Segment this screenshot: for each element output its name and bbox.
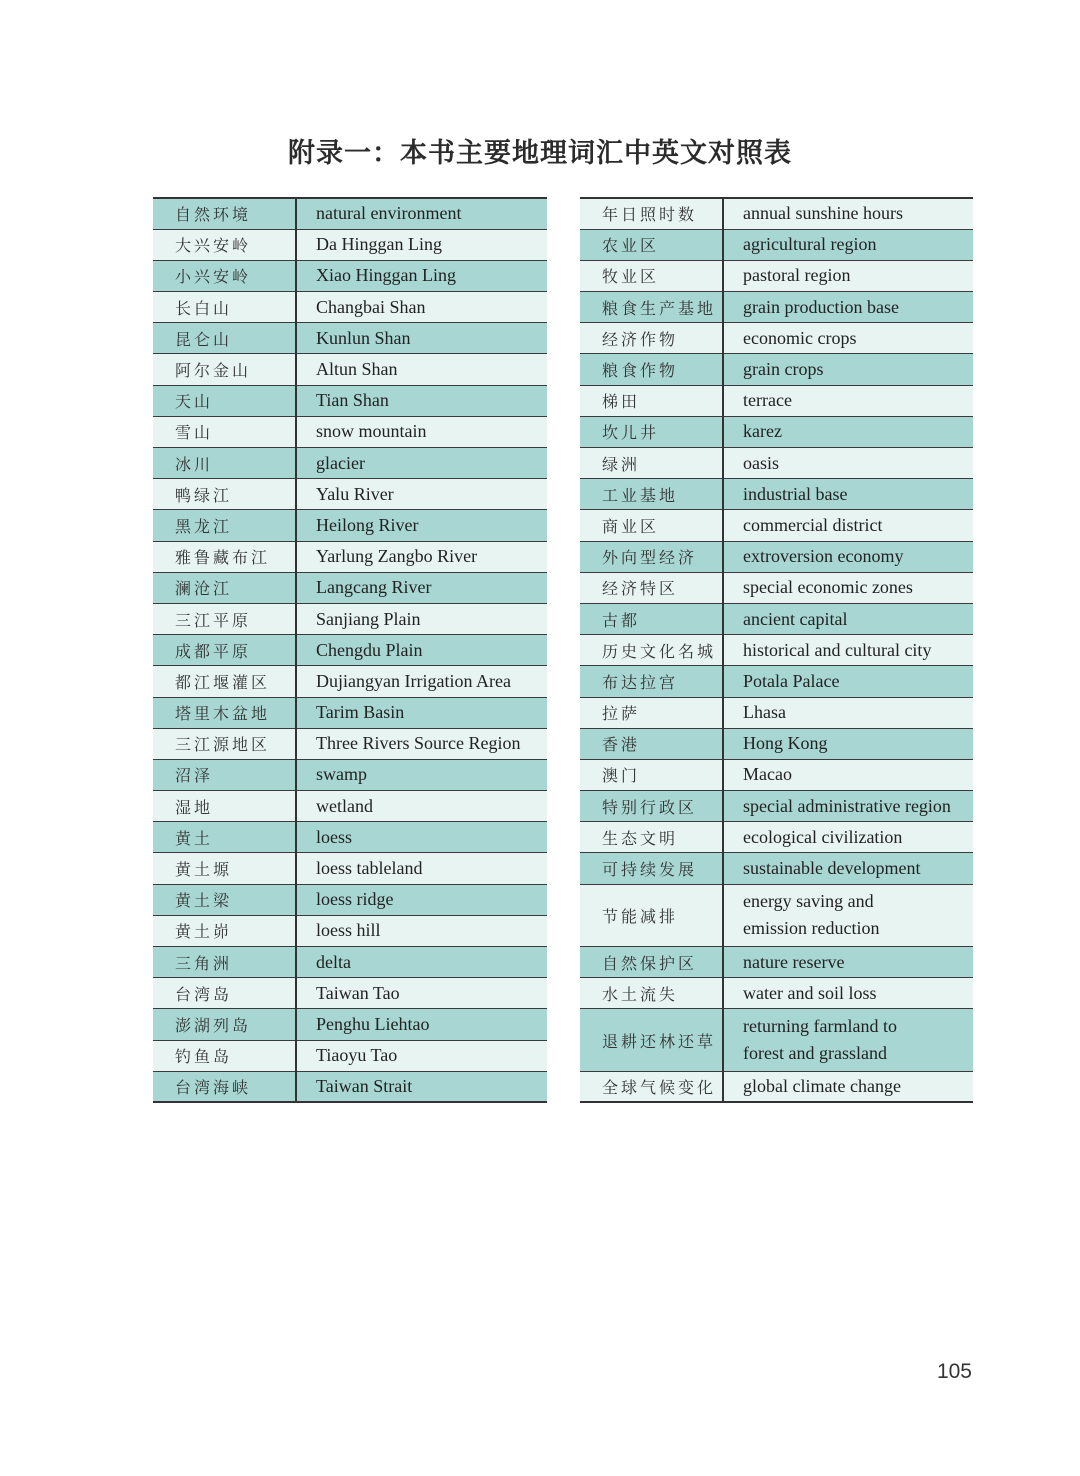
english-term: loess hill: [296, 915, 547, 946]
page-number: 105: [936, 1360, 972, 1383]
page-title: 附录一：本书主要地理词汇中英文对照表: [288, 138, 792, 169]
glossary-row: [153, 479, 547, 510]
glossary-table-right-body: [580, 198, 973, 1102]
chinese-term: 自然保护区: [580, 947, 723, 978]
english-term: [723, 1009, 973, 1071]
english-term: delta: [296, 947, 547, 978]
chinese-term: 历史文化名城: [580, 635, 723, 666]
glossary-row: [153, 448, 547, 479]
english-term: snow mountain: [296, 416, 547, 447]
english-term: swamp: [296, 759, 547, 790]
chinese-term: 塔里木盆地: [153, 697, 296, 728]
chinese-term: 三角洲: [153, 947, 296, 978]
chinese-term: 全球气候变化: [580, 1071, 723, 1102]
glossary-row: [153, 915, 547, 946]
glossary-row: [153, 697, 547, 728]
english-term: natural environment: [296, 198, 547, 229]
english-term: industrial base: [723, 479, 973, 510]
english-term: loess: [296, 822, 547, 853]
glossary-row: [153, 1009, 547, 1040]
glossary-row: [153, 666, 547, 697]
glossary-row: [580, 323, 973, 354]
glossary-row: [153, 260, 547, 291]
english-term: Xiao Hinggan Ling: [296, 260, 547, 291]
english-term: Da Hinggan Ling: [296, 229, 547, 260]
glossary-row: [153, 198, 547, 229]
english-term: wetland: [296, 791, 547, 822]
glossary-row: [153, 510, 547, 541]
glossary-row: [580, 666, 973, 697]
chinese-term: 澜沧江: [153, 572, 296, 603]
english-term: Hong Kong: [723, 728, 973, 759]
glossary-row: [153, 541, 547, 572]
english-term: Taiwan Strait: [296, 1071, 547, 1102]
chinese-term: 三江源地区: [153, 728, 296, 759]
chinese-term: 自然环境: [153, 198, 296, 229]
chinese-term: 可持续发展: [580, 853, 723, 884]
glossary-row: [580, 416, 973, 447]
glossary-row: [153, 1040, 547, 1071]
glossary-table-right: [580, 197, 973, 1103]
chinese-term: 梯田: [580, 385, 723, 416]
chinese-term: 台湾岛: [153, 978, 296, 1009]
chinese-term: 雅鲁藏布江: [153, 541, 296, 572]
glossary-row: [153, 354, 547, 385]
english-term: ancient capital: [723, 603, 973, 634]
glossary-row: [153, 978, 547, 1009]
glossary-row: [153, 759, 547, 790]
english-term: Three Rivers Source Region: [296, 728, 547, 759]
english-term: Kunlun Shan: [296, 323, 547, 354]
chinese-term: 黄土梁: [153, 884, 296, 915]
chinese-term: 湿地: [153, 791, 296, 822]
glossary-table-left: [153, 197, 547, 1103]
chinese-term: 布达拉宫: [580, 666, 723, 697]
glossary-row: [580, 229, 973, 260]
glossary-row: [153, 791, 547, 822]
glossary-row: [153, 822, 547, 853]
chinese-term: 农业区: [580, 229, 723, 260]
english-term: Penghu Liehtao: [296, 1009, 547, 1040]
chinese-term: 经济作物: [580, 323, 723, 354]
chinese-term: 特别行政区: [580, 791, 723, 822]
english-term: Yarlung Zangbo River: [296, 541, 547, 572]
chinese-term: 粮食作物: [580, 354, 723, 385]
glossary-row: [153, 947, 547, 978]
glossary-row: [153, 603, 547, 634]
chinese-term: 黑龙江: [153, 510, 296, 541]
english-term-line: emission reduction: [743, 918, 880, 939]
english-term: Lhasa: [723, 697, 973, 728]
english-term: Tian Shan: [296, 385, 547, 416]
chinese-term: 拉萨: [580, 697, 723, 728]
chinese-term: 阿尔金山: [153, 354, 296, 385]
english-term: economic crops: [723, 323, 973, 354]
glossary-row: [580, 635, 973, 666]
glossary-row: [580, 354, 973, 385]
chinese-term: 商业区: [580, 510, 723, 541]
glossary-row: [580, 385, 973, 416]
glossary-row: [153, 385, 547, 416]
glossary-row: [580, 728, 973, 759]
glossary-row: [580, 448, 973, 479]
english-term: Langcang River: [296, 572, 547, 603]
english-term: Altun Shan: [296, 354, 547, 385]
glossary-row: [580, 198, 973, 229]
glossary-table-left-body: [153, 198, 547, 1102]
chinese-term: 坎儿井: [580, 416, 723, 447]
glossary-row: [580, 978, 973, 1009]
english-term: pastoral region: [723, 260, 973, 291]
chinese-term: 香港: [580, 728, 723, 759]
chinese-term: 工业基地: [580, 479, 723, 510]
glossary-row: [580, 947, 973, 978]
english-term: Dujiangyan Irrigation Area: [296, 666, 547, 697]
glossary-row: [580, 822, 973, 853]
glossary-row: [153, 635, 547, 666]
glossary-row: [153, 416, 547, 447]
glossary-row: [580, 572, 973, 603]
english-term: sustainable development: [723, 853, 973, 884]
chinese-term: 外向型经济: [580, 541, 723, 572]
glossary-row: [153, 229, 547, 260]
chinese-term: 水土流失: [580, 978, 723, 1009]
chinese-term: 粮食生产基地: [580, 292, 723, 323]
english-term: karez: [723, 416, 973, 447]
chinese-term: 古都: [580, 603, 723, 634]
english-term: commercial district: [723, 510, 973, 541]
english-term: terrace: [723, 385, 973, 416]
chinese-term: 大兴安岭: [153, 229, 296, 260]
glossary-row: [580, 697, 973, 728]
english-term: Changbai Shan: [296, 292, 547, 323]
chinese-term: 钓鱼岛: [153, 1040, 296, 1071]
chinese-term: 都江堰灌区: [153, 666, 296, 697]
glossary-row: [580, 292, 973, 323]
english-term: oasis: [723, 448, 973, 479]
chinese-term: 黄土塬: [153, 853, 296, 884]
english-term: Taiwan Tao: [296, 978, 547, 1009]
english-term: global climate change: [723, 1071, 973, 1102]
english-term: agricultural region: [723, 229, 973, 260]
chinese-term: 澎湖列岛: [153, 1009, 296, 1040]
chinese-term: 冰川: [153, 448, 296, 479]
english-term: Macao: [723, 759, 973, 790]
chinese-term: 澳门: [580, 759, 723, 790]
chinese-term: 三江平原: [153, 603, 296, 634]
glossary-row: [580, 541, 973, 572]
glossary-row: [153, 728, 547, 759]
english-term: water and soil loss: [723, 978, 973, 1009]
glossary-row: [580, 1009, 973, 1071]
glossary-row: [580, 603, 973, 634]
chinese-term: 生态文明: [580, 822, 723, 853]
chinese-term: 雪山: [153, 416, 296, 447]
english-term: annual sunshine hours: [723, 198, 973, 229]
glossary-row: [153, 1071, 547, 1102]
glossary-row: [153, 323, 547, 354]
english-term: grain production base: [723, 292, 973, 323]
chinese-term: 成都平原: [153, 635, 296, 666]
chinese-term: 小兴安岭: [153, 260, 296, 291]
english-term: Chengdu Plain: [296, 635, 547, 666]
english-term-line: returning farmland to: [743, 1016, 897, 1037]
english-term: loess tableland: [296, 853, 547, 884]
english-term: Potala Palace: [723, 666, 973, 697]
chinese-term: 沼泽: [153, 759, 296, 790]
english-term: Tiaoyu Tao: [296, 1040, 547, 1071]
english-term: glacier: [296, 448, 547, 479]
chinese-term: 牧业区: [580, 260, 723, 291]
english-term: Yalu River: [296, 479, 547, 510]
chinese-term: 绿洲: [580, 448, 723, 479]
english-term: Tarim Basin: [296, 697, 547, 728]
glossary-row: [153, 884, 547, 915]
glossary-row: [153, 853, 547, 884]
english-term: grain crops: [723, 354, 973, 385]
glossary-row: [153, 572, 547, 603]
chinese-term: 黄土: [153, 822, 296, 853]
english-term-line: forest and grassland: [743, 1043, 887, 1064]
glossary-row: [580, 510, 973, 541]
english-term: loess ridge: [296, 884, 547, 915]
glossary-row: [580, 791, 973, 822]
english-term: special economic zones: [723, 572, 973, 603]
glossary-row: [580, 479, 973, 510]
glossary-row: [580, 1071, 973, 1102]
english-term: [723, 884, 973, 946]
glossary-row: [580, 260, 973, 291]
glossary-row: [580, 759, 973, 790]
chinese-term: 退耕还林还草: [580, 1009, 723, 1071]
chinese-term: 昆仑山: [153, 323, 296, 354]
chinese-term: 节能减排: [580, 884, 723, 946]
chinese-term: 年日照时数: [580, 198, 723, 229]
english-term: Heilong River: [296, 510, 547, 541]
english-term: nature reserve: [723, 947, 973, 978]
english-term: special administrative region: [723, 791, 973, 822]
english-term: ecological civilization: [723, 822, 973, 853]
chinese-term: 天山: [153, 385, 296, 416]
chinese-term: 经济特区: [580, 572, 723, 603]
glossary-row: [580, 884, 973, 946]
glossary-row: [153, 292, 547, 323]
glossary-row: [580, 853, 973, 884]
chinese-term: 长白山: [153, 292, 296, 323]
english-term: Sanjiang Plain: [296, 603, 547, 634]
chinese-term: 鸭绿江: [153, 479, 296, 510]
english-term: extroversion economy: [723, 541, 973, 572]
chinese-term: 黄土峁: [153, 915, 296, 946]
english-term: historical and cultural city: [723, 635, 973, 666]
chinese-term: 台湾海峡: [153, 1071, 296, 1102]
english-term-line: energy saving and: [743, 891, 874, 912]
